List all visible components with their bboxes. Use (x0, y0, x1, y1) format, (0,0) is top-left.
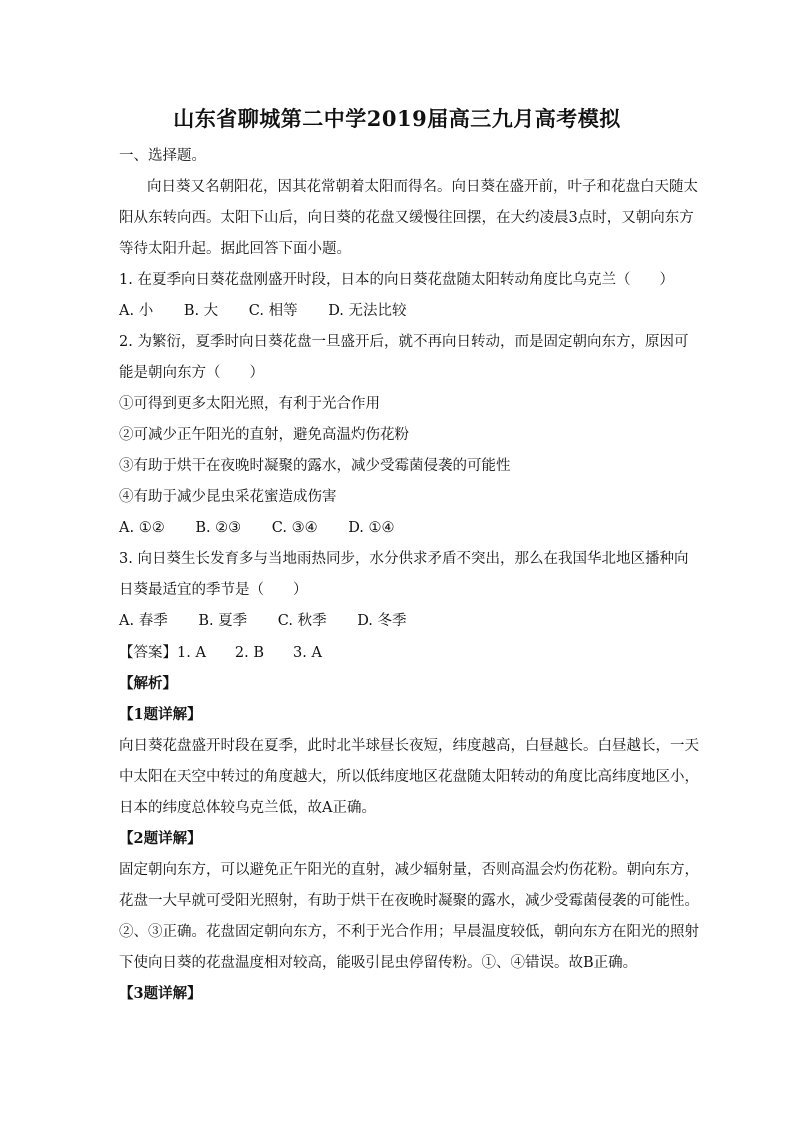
option-d: D. 冬季 (357, 613, 407, 629)
option-c: C. ③④ (271, 520, 318, 536)
document-title: 山东省聊城第二中学2019届高三九月高考模拟 (173, 106, 621, 131)
question-3-stem-line-1: 3. 向日葵生长发育多与当地雨热同步，水分供求矛盾不突出，那么在我国华北地区播种向 (119, 551, 689, 567)
detail-1-line-3: 日本的纬度总体较乌克兰低，故A正确。 (119, 800, 376, 816)
option-a: A. ①② (119, 520, 165, 536)
passage-line-3: 等待太阳升起。据此回答下面小题。 (119, 241, 351, 257)
detail-2-line-1: 固定朝向东方，可以避免正午阳光的直射，减少辐射量，否则高温会灼伤花粉。朝向东方， (119, 862, 699, 878)
question-3-stem-line-2: 日葵最适宜的季节是（ ） (119, 582, 308, 598)
question-1-options (119, 301, 679, 321)
detail-1-line-2: 中太阳在天空中转过的角度越大，所以低纬度地区花盘随太阳转动的角度比高纬度地区小， (119, 769, 699, 785)
passage-line-1: 向日葵又名朝阳花，因其花常朝着太阳而得名。向日葵在盛开前，叶子和花盘白天随太 (147, 179, 698, 195)
detail-3-heading: 【3题详解】 (119, 985, 202, 1002)
analysis-heading: 【解析】 (119, 675, 177, 692)
option-a: A. 春季 (119, 613, 168, 629)
question-2-item-4: ④有助于减少昆虫采花蜜造成伤害 (119, 489, 337, 505)
answer-line: 【答案】1. A 2. B 3. A (119, 645, 322, 661)
question-2-stem-line-2: 能是朝向东方（ ） (119, 365, 264, 381)
question-1-stem: 1. 在夏季向日葵花盘刚盛开时段，日本的向日葵花盘随太阳转动角度比乌克兰（ ） (119, 272, 674, 288)
section-heading: 一、选择题。 (119, 148, 206, 164)
question-2-options (119, 518, 679, 538)
detail-2-line-4: 下使向日葵的花盘温度相对较高，能吸引昆虫停留传粉。①、④错误。故B正确。 (119, 955, 638, 971)
option-b: B. ②③ (195, 520, 242, 536)
question-2-stem-line-1: 2. 为繁衍，夏季时向日葵花盘一旦盛开后，就不再向日转动，而是固定朝向东方，原因可 (119, 334, 689, 350)
question-2-item-3: ③有助于烘干在夜晚时凝聚的露水，减少受霉菌侵袭的可能性 (119, 458, 511, 474)
option-a: A. 小 (119, 303, 154, 319)
passage-line-2: 阳从东转向西。太阳下山后，向日葵的花盘又缓慢往回摆，在大约凌晨3点时，又朝向东方 (119, 210, 694, 226)
option-d: D. 无法比较 (328, 303, 407, 319)
detail-2-line-3: ②、③正确。花盘固定朝向东方，不利于光合作用；早晨温度较低，朝向东方在阳光的照射 (119, 924, 699, 940)
question-3-options (119, 611, 679, 631)
detail-1-heading: 【1题详解】 (119, 706, 202, 723)
detail-2-line-2: 花盘一大早就可受阳光照射，有助于烘干在夜晚时凝聚的露水，减少受霉菌侵袭的可能性。 (119, 893, 699, 909)
option-d: D. ①④ (348, 520, 395, 536)
option-c: C. 秋季 (277, 613, 327, 629)
question-2-item-2: ②可减少正午阳光的直射，避免高温灼伤花粉 (119, 427, 409, 443)
detail-1-line-1: 向日葵花盘盛开时段在夏季，此时北半球昼长夜短，纬度越高，白昼越长。白昼越长，一天 (119, 738, 699, 754)
option-b: B. 大 (183, 303, 219, 319)
question-2-item-1: ①可得到更多太阳光照，有利于光合作用 (119, 396, 380, 412)
option-b: B. 夏季 (198, 613, 248, 629)
detail-2-heading: 【2题详解】 (119, 830, 202, 847)
option-c: C. 相等 (248, 303, 298, 319)
